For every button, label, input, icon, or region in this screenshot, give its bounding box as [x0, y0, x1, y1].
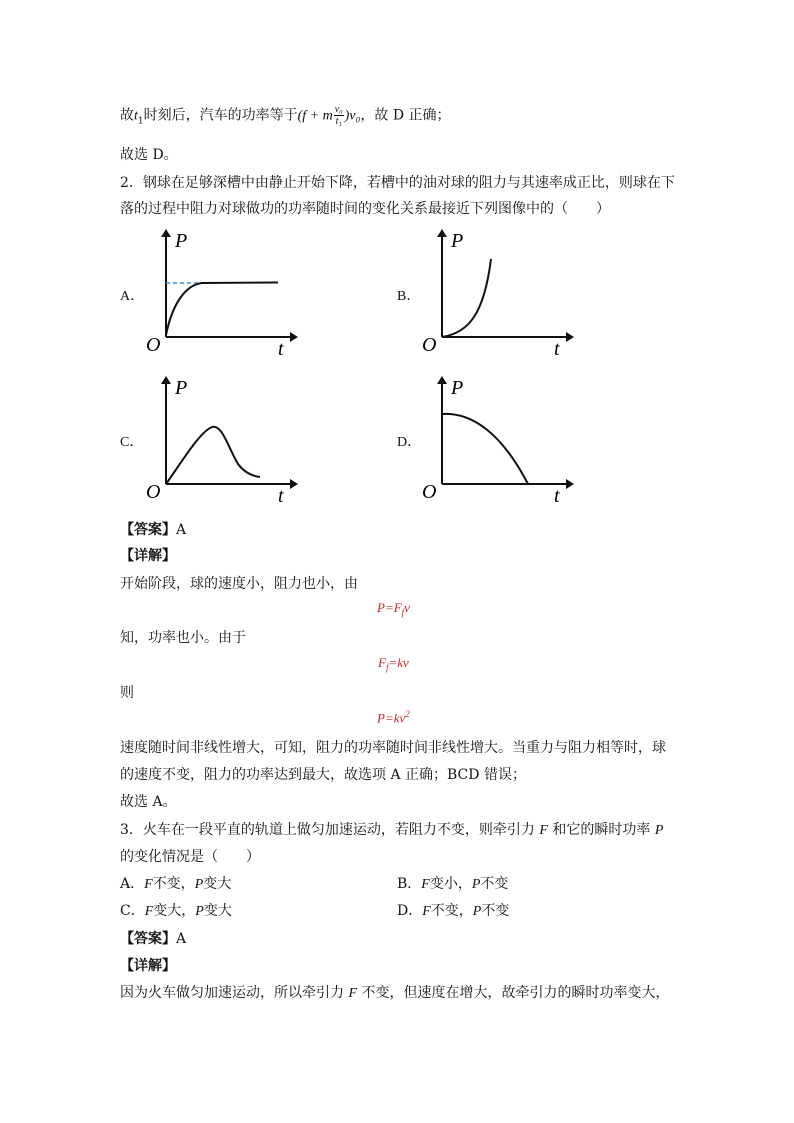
x-axis-label: t [278, 338, 284, 360]
text: 不变 [481, 903, 510, 919]
text: 故 [120, 107, 134, 124]
curve-rise-then-fall [166, 427, 260, 484]
q2-line2: 落的过程中阻力对球做功的功率随时间的变化关系最接近下列图像中的（ ） [120, 201, 610, 217]
origin-label: O [422, 334, 437, 356]
var-F: F [539, 823, 548, 838]
y-axis-label: P [175, 230, 188, 252]
y-axis-label: P [451, 230, 464, 252]
origin-label: O [146, 481, 161, 503]
var-F: F [144, 904, 154, 919]
formula-ff-kv [378, 655, 409, 673]
q3-line2: 的变化情况是（ ） [120, 849, 260, 865]
option-a-label: A． [120, 289, 145, 304]
answer-value: A [176, 931, 187, 947]
q2-detail-4: 速度随时间非线性增大，可知，阻力的功率随时间非线性增大。当重力与阻力相等时，球 [120, 740, 666, 756]
text: ，故 D 正确； [360, 107, 451, 124]
x-axis-label: t [554, 338, 560, 360]
text: 不变 [480, 876, 509, 892]
var-F: F [421, 877, 430, 892]
q2-detail-2: 知，功率也小。由于 [120, 630, 246, 646]
formula-open: (f + m [297, 108, 333, 124]
formula-sup: 2 [405, 709, 410, 719]
formula-sub: f [401, 607, 405, 618]
graph-a [140, 225, 300, 360]
curve-exponential-rise [442, 259, 491, 337]
fraction-denominator: t₁ [335, 116, 342, 127]
text: 不变， [430, 903, 473, 919]
formula-p-kv2 [377, 709, 410, 726]
text: 3．火车在一段平直的轨道上做匀加速运动，若阻力不变，则牵引力 [120, 822, 540, 838]
option-c-label: C． [120, 435, 144, 450]
q3-option-c [120, 901, 232, 922]
formula-text: v [404, 600, 410, 615]
formula-text: =kv [388, 655, 409, 670]
graph-b [416, 225, 576, 360]
origin-label: O [422, 481, 437, 503]
formula-p-ffv [377, 600, 410, 618]
detail-tag: 【详解】 [120, 958, 176, 974]
var-P: P [472, 904, 482, 919]
q2-detail-3: 则 [120, 685, 134, 701]
prev-conclusion-line [120, 104, 451, 131]
var-P: P [195, 904, 204, 919]
formula-close: )v₀ [344, 108, 361, 124]
graph-c [140, 372, 300, 507]
var-P: P [194, 877, 204, 892]
option-label: B． [397, 876, 422, 892]
curve-decreasing [442, 414, 528, 484]
text: 时刻后，汽车的功率等于 [143, 107, 298, 124]
q3-option-a [120, 874, 231, 895]
detail-tag: 【详解】 [120, 548, 176, 564]
formula-text: F [378, 655, 386, 670]
graph-d [416, 372, 576, 507]
x-axis-arrow [290, 332, 298, 342]
option-label: C． [120, 903, 145, 919]
q3-answer-line [120, 929, 186, 949]
q2-detail-tag [120, 546, 176, 566]
y-axis-label: P [451, 377, 464, 399]
var-F: F [348, 986, 358, 1001]
q3-option-d [397, 901, 509, 922]
q3-option-b [397, 874, 508, 895]
q2-answer-line [120, 520, 186, 540]
text: 变大， [153, 903, 196, 919]
option-label: D． [397, 903, 423, 919]
text: 变大 [203, 876, 232, 892]
x-axis-label: t [554, 485, 560, 507]
sub-1: 1 [137, 116, 144, 127]
y-axis-label: P [175, 377, 188, 399]
text: 不变， [152, 876, 195, 892]
y-axis-arrow [437, 376, 447, 384]
var-P: P [471, 877, 481, 892]
option-b-label: B． [397, 289, 421, 304]
q2-detail-5: 的速度不变，阻力的功率达到最大，故选项 A 正确；BCD 错误； [120, 767, 526, 783]
fraction [334, 104, 344, 127]
y-axis-arrow [437, 229, 447, 237]
var-F: F [144, 877, 153, 892]
x-axis-label: t [278, 485, 284, 507]
answer-tag: 【答案】 [120, 931, 176, 947]
q2-line1: 2．钢球在足够深槽中由静止开始下降，若槽中的油对球的阻力与其速率成正比，则球在下 [120, 175, 675, 191]
x-axis-arrow [566, 332, 574, 342]
formula-sub: f [385, 662, 389, 673]
q3-line1 [120, 820, 663, 841]
x-axis-arrow [290, 479, 298, 489]
var-F: F [422, 904, 431, 919]
var-P: P [654, 823, 664, 838]
answer-tag: 【答案】 [120, 522, 176, 538]
option-d-label: D． [397, 435, 422, 450]
q2-select: 故选 A。 [120, 794, 177, 810]
text: 变大 [203, 903, 232, 919]
q3-detail-tag [120, 956, 176, 976]
x-axis-arrow [566, 479, 574, 489]
text: 变小， [429, 876, 472, 892]
y-axis-arrow [161, 376, 171, 384]
origin-label: O [146, 334, 161, 356]
var-t: t [134, 108, 138, 124]
y-axis-arrow [161, 229, 171, 237]
text: 不变，但速度在增大，故牵引力的瞬时功率变大， [357, 985, 670, 1001]
option-label: A． [120, 876, 145, 892]
answer-value: A [176, 522, 187, 538]
curve-rise-to-plateau [166, 283, 278, 336]
q2-detail-1: 开始阶段，球的速度小，阻力也小，由 [120, 576, 358, 592]
text: 和它的瞬时功率 [547, 822, 655, 838]
q3-detail-1 [120, 983, 669, 1004]
formula-text: P=kv [377, 710, 406, 726]
prev-select: 故选 D。 [120, 147, 178, 163]
text: 因为火车做匀加速运动，所以牵引力 [120, 985, 349, 1001]
formula-text: P=F [377, 600, 402, 615]
fraction-numerator: v₀ [334, 104, 343, 115]
